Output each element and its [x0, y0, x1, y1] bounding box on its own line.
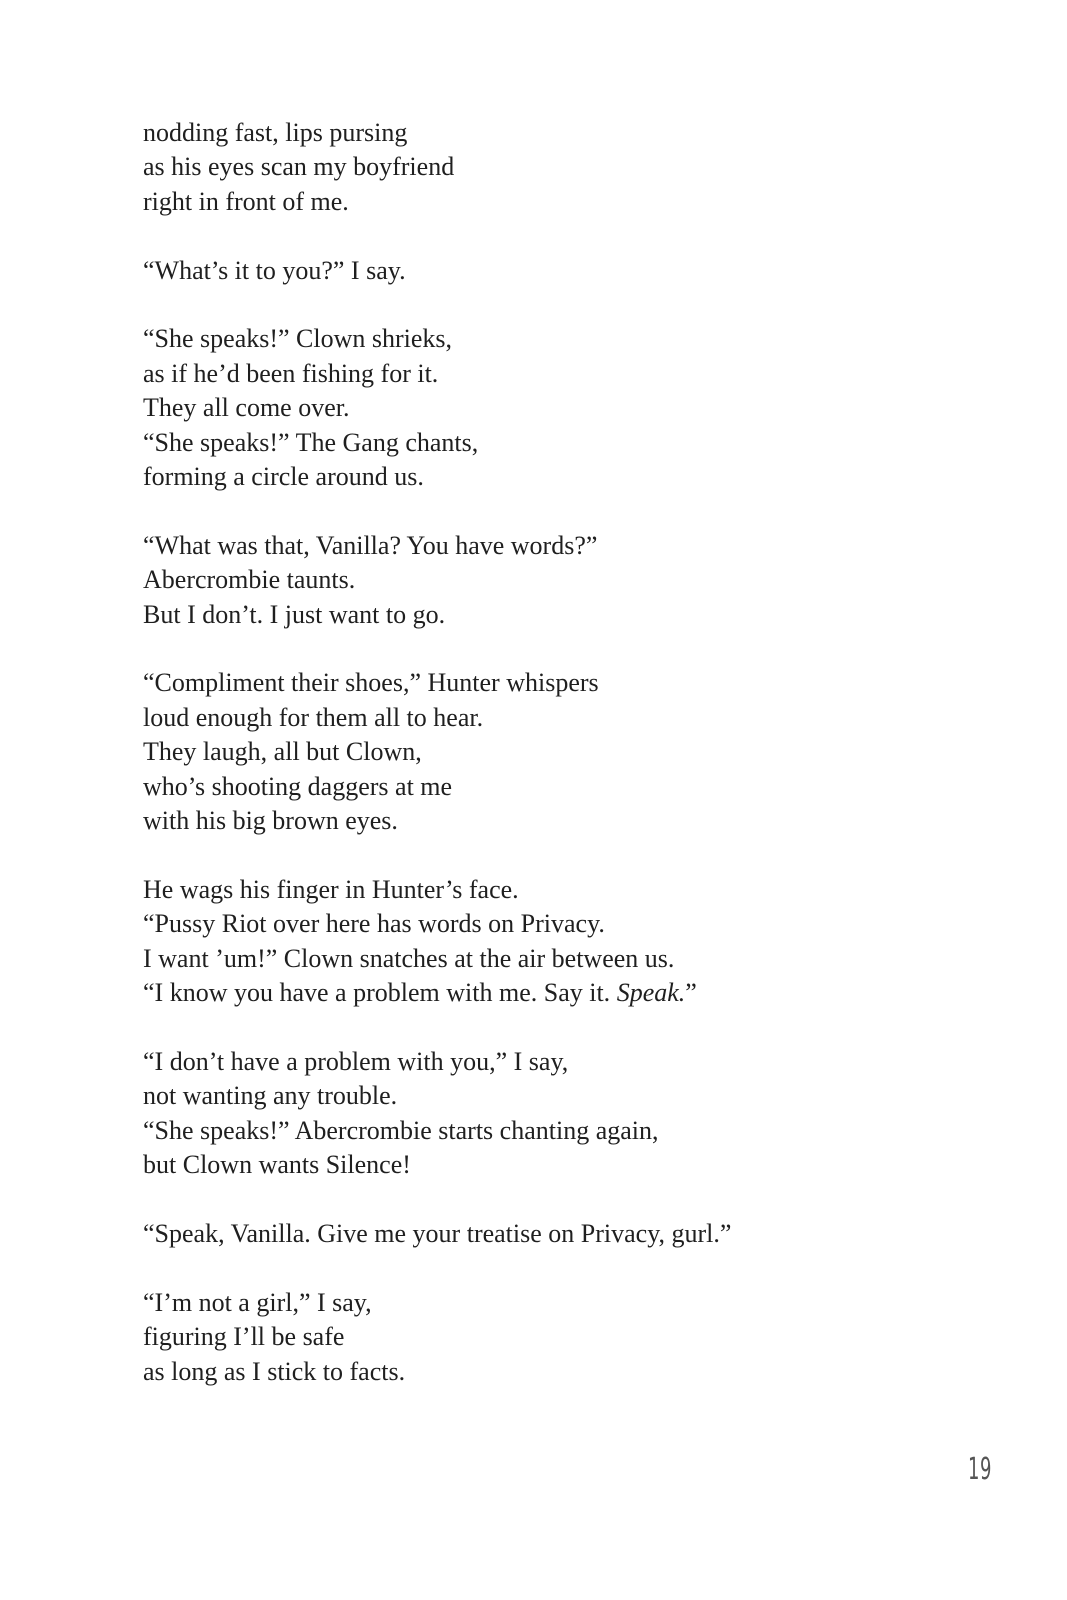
poem-line: right in front of me. — [143, 186, 349, 216]
poem-line: They laugh, all but Clown, — [143, 737, 422, 767]
poem-line: not wanting any trouble. — [143, 1081, 398, 1111]
poem-line: “What was that, Vanilla? You have words?” — [143, 530, 598, 560]
stanza — [143, 1286, 943, 1389]
poem-body — [143, 116, 943, 1423]
italic-word: Speak. — [616, 978, 686, 1008]
poem-line: as long as I stick to facts. — [143, 1356, 406, 1386]
poem-line: as his eyes scan my boyfriend — [143, 152, 455, 182]
stanza — [143, 666, 943, 838]
poem-line: But I don’t. I just want to go. — [143, 599, 446, 629]
poem-line: “Speak, Vanilla. Give me your treatise on Privacy, gurl.” — [143, 1218, 732, 1248]
poem-line: “I’m not a girl,” I say, — [143, 1287, 372, 1317]
poem-line: but Clown wants Silence! — [143, 1150, 411, 1180]
poem-line: as if he’d been fishing for it. — [143, 358, 439, 388]
poem-line: They all come over. — [143, 393, 350, 423]
poem-line: “I don’t have a problem with you,” I say, — [143, 1046, 569, 1076]
poem-line: “She speaks!” Clown shrieks, — [143, 324, 453, 354]
stanza — [143, 322, 943, 494]
page-number: 19 — [968, 1452, 993, 1487]
poem-line: with his big brown eyes. — [143, 806, 398, 836]
poem-line: forming a circle around us. — [143, 462, 424, 492]
poem-line: loud enough for them all to hear. — [143, 702, 484, 732]
poem-line: I want ’um!” Clown snatches at the air between us. — [143, 943, 675, 973]
poem-line: “Pussy Riot over here has words on Privacy. — [143, 909, 605, 939]
stanza — [143, 873, 943, 1011]
poem-line: “Compliment their shoes,” Hunter whispers — [143, 668, 599, 698]
poem-line: Abercrombie taunts. — [143, 565, 356, 595]
poem-line: “She speaks!” The Gang chants, — [143, 427, 479, 457]
stanza — [143, 1045, 943, 1183]
poem-line: “She speaks!” Abercrombie starts chanting again, — [143, 1115, 659, 1145]
poem-line: He wags his finger in Hunter’s face. — [143, 874, 519, 904]
stanza — [143, 116, 943, 219]
poem-line: nodding fast, lips pursing — [143, 118, 408, 147]
poem-line: who’s shooting daggers at me — [143, 771, 453, 801]
poem-line: “I know you have a problem with me. Say it. Speak.” — [143, 978, 697, 1008]
stanza — [143, 254, 943, 288]
poem-line: figuring I’ll be safe — [143, 1322, 345, 1352]
stanza — [143, 529, 943, 632]
poem-line: “What’s it to you?” I say. — [143, 255, 406, 285]
stanza — [143, 1217, 943, 1251]
